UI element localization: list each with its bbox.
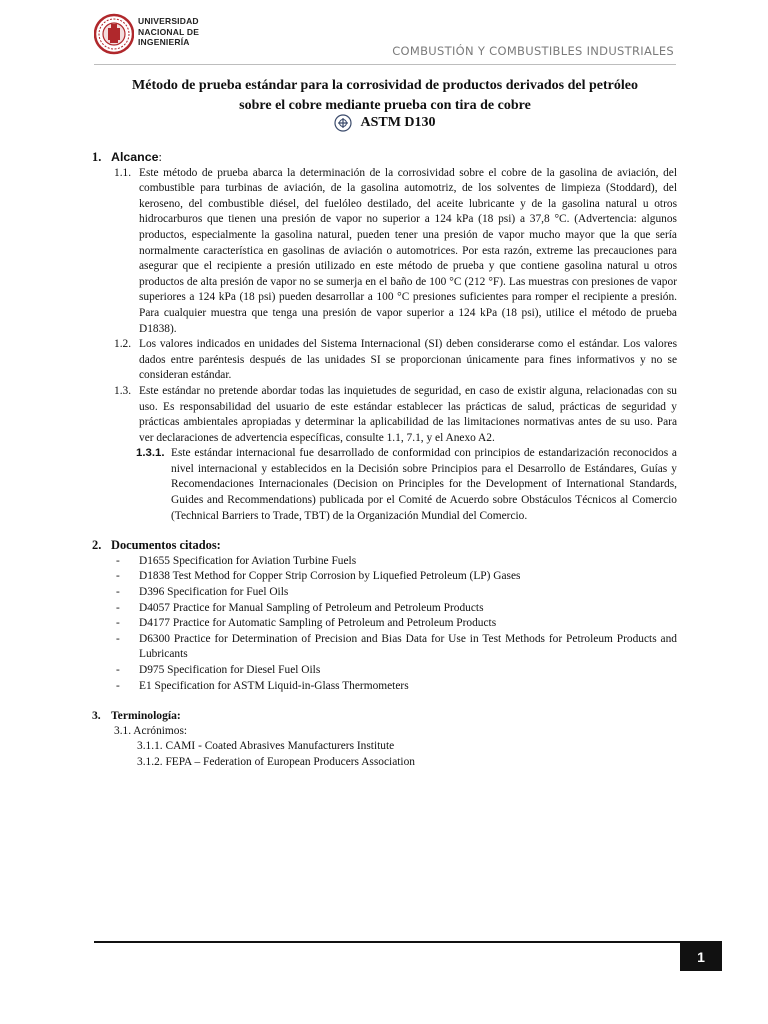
university-name — [138, 16, 199, 48]
page-header — [0, 0, 768, 70]
cited-document: - D396 Specification for Fuel Oils — [116, 586, 289, 599]
document-body — [92, 150, 677, 771]
clause-1-1 — [92, 166, 677, 338]
title-line-2: sobre el cobre mediante prueba con tira de cobre — [239, 98, 531, 113]
course-title: COMBUSTIÓN Y COMBUSTIBLES INDUSTRIALES — [392, 44, 674, 58]
university-name-line: UNIVERSIDAD — [138, 16, 199, 26]
section-title: Terminología: — [111, 709, 181, 723]
cited-document: - D975 Specification for Diesel Fuel Oils — [116, 664, 321, 676]
cited-document: - E1 Specification for ASTM Liquid-in-Glass Thermometers — [116, 679, 409, 692]
cited-document: - D4057 Practice for Manual Sampling of Petroleum and Petroleum Products — [116, 601, 484, 614]
university-name-line: INGENIERÍA — [138, 37, 190, 47]
cited-document: - D1838 Test Method for Copper Strip Corrosion by Liquefied Petroleum (LP) Gases — [116, 570, 521, 583]
clause-text: Este método de prueba abarca la determinación de la corrosividad sobre el cobre de la gasolina de aviación, del combustible para turbinas de aviación, de la gasolina automotriz, de los solventes de limpieza (Stoddard), del keroseno, del combustible diésel, del fuelóleo destilado, del aceite lubricante y de la gasolina natural u otros hidrocarburos que tienen una presión de vapor no superior a 124 kPa (18 psi) a 37,8 °C. (Advertencia: algunos productos, especialmente la gasolina natural, pueden tener una presión de vapor mucho mayor que la que sería normalmente característica en gasolinas de aviación o automotrices. Por esta razón, extreme las precauciones para asegurar que el recipiente a presión utilizado en este método de prueba y que contiene gasolina natural u otros productos de alta presión de vapor no se sumerja en el baño de 100 °C (212 °F). Las muestras con presiones de vapor superiores a 124 kPa (18 psi) pueden desarrollar a 100 °C presiones suficientes para romper el recipiente a presión. Para cualquier muestra que tenga una presión de vapor superior a 124 kPa (18 psi), utilice el método de prueba D1838). — [139, 166, 677, 335]
cited-document: - D4177 Practice for Automatic Sampling of Petroleum and Petroleum Products — [116, 617, 497, 630]
clause-text: Los valores indicados en unidades del Sistema Internacional (SI) deben considerarse como el estándar. Los valores dados entre paréntesis después de las unidades SI se proporcionan únicamente para fines informativos y no se consideran estándar. — [139, 338, 677, 382]
section-heading-documentos — [92, 538, 677, 554]
cited-document-text: D4177 Practice for Automatic Sampling of Petroleum and Petroleum Products — [139, 617, 497, 630]
clause-1-2 — [92, 337, 677, 384]
clause-number: 1.2. — [114, 338, 132, 351]
clause-text: Este estándar internacional fue desarrollado de conformidad con principios de estandarización reconocidos a nivel internacional y establecidos en la Decisión sobre Principios para el Desarrollo de Estándares, Guías y Recomendaciones Internacionales (Decision on Principles for the Development of International Standards, Guides and Recommendations) publicada por el Comité de Acuerdo sobre Obstáculos Técnicos al Comercio (Technical Barriers to Trade, TBT) de la Organización Mundial del Comercio. — [171, 447, 677, 522]
acronyms-heading: 3.1. Acrónimos: — [114, 724, 188, 737]
section-heading-alcance — [92, 150, 677, 166]
clause-text: Este estándar no pretende abordar todas las inquietudes de seguridad, en caso de existir alguna, relacionadas con su uso. Es responsabilidad del usuario de este estándar establecer las prácticas de salud, prácticas de seguridad y prácticas ambientales apropiadas y determinar la aplicabilidad de las limitaciones normativas antes de su uso. Para ver declaraciones de advertencia específicas, consulte 1.1, 7.1, y el Anexo A2. — [139, 384, 677, 444]
spacer — [92, 694, 677, 708]
acronym-entry: 3.1.1. CAMI - Coated Abrasives Manufacturers Institute — [137, 740, 395, 753]
cited-document-text: D4057 Practice for Manual Sampling of Petroleum and Petroleum Products — [139, 601, 484, 614]
cited-document-text: D1838 Test Method for Copper Strip Corrosion by Liquefied Petroleum (LP) Gases — [139, 570, 521, 583]
section-title-colon: : — [158, 150, 162, 164]
spacer — [92, 524, 677, 538]
cited-document: - D1655 Specification for Aviation Turbine Fuels — [116, 554, 357, 567]
standard-code: ASTM D130 — [360, 115, 436, 131]
clause-number: 1.3. — [114, 384, 132, 397]
section-number: 2. — [92, 538, 102, 553]
cited-document-text: D1655 Specification for Aviation Turbine Fuels — [139, 554, 357, 567]
clause-number: 1.3.1. — [136, 447, 165, 460]
section-title: Documentos citados: — [111, 538, 221, 553]
clause-1-3 — [92, 384, 677, 446]
cited-document-text: D975 Specification for Diesel Fuel Oils — [139, 664, 321, 676]
page-number: 1 — [680, 941, 722, 971]
title-line-1: Método de prueba estándar para la corrosividad de productos derivados del petróleo — [132, 78, 638, 93]
standard-designation — [94, 114, 676, 132]
university-name-line: NACIONAL DE — [138, 26, 200, 37]
section-heading-terminologia — [92, 708, 677, 724]
document-title — [94, 76, 676, 116]
section-number: 1. — [92, 150, 102, 164]
cited-document-text: D396 Specification for Fuel Oils — [139, 586, 289, 599]
acronym-entry: 3.1.2. FEPA – Federation of European Producers Association — [137, 755, 415, 768]
cited-document: - D6300 Practice for Determination of Precision and Bias Data for Use in Test Methods for Petroleum Products and Lubricants — [116, 632, 677, 661]
university-seal-icon — [94, 12, 134, 56]
cited-document-text: E1 Specification for ASTM Liquid-in-Glass Thermometers — [139, 679, 409, 692]
section-number: 3. — [92, 709, 101, 723]
footer-divider — [94, 941, 680, 943]
section-title: Alcance — [111, 150, 159, 164]
astm-logo-icon — [334, 114, 352, 132]
clause-1-3-1 — [92, 446, 677, 524]
header-divider — [94, 64, 676, 65]
cited-document-text: D6300 Practice for Determination of Precision and Bias Data for Use in Test Methods for Petroleum Products and Lubricants — [139, 632, 677, 661]
clause-number: 1.1. — [114, 166, 132, 179]
